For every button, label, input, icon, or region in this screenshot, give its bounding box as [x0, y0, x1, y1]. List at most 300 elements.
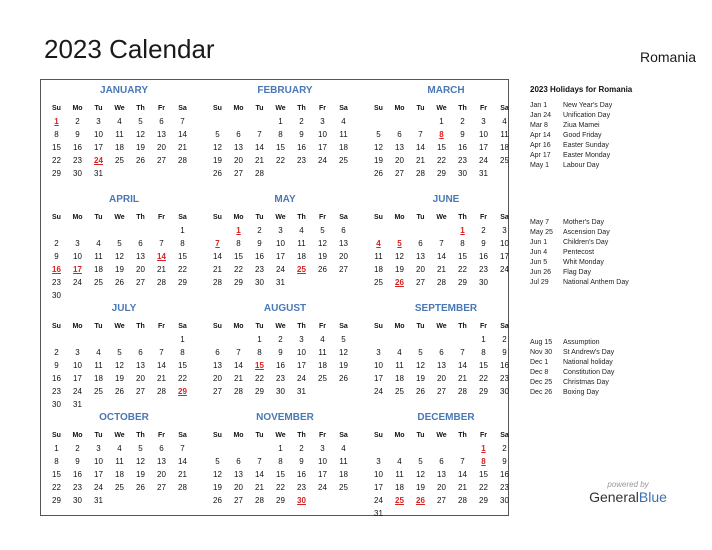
- day-cell: 14: [458, 361, 467, 370]
- day-cell: 22: [479, 483, 488, 492]
- month-name: NOVEMBER: [256, 412, 314, 423]
- day-cell: 30: [500, 496, 509, 505]
- weekday-header: Su: [374, 105, 383, 112]
- holiday-day-cell: 14: [157, 252, 166, 261]
- day-cell: 18: [500, 143, 509, 152]
- weekday-header: Th: [297, 323, 306, 330]
- day-cell: 27: [234, 496, 243, 505]
- weekday-header: Sa: [178, 323, 187, 330]
- day-cell: 6: [138, 239, 143, 248]
- day-cell: 29: [234, 278, 243, 287]
- day-cell: 11: [94, 361, 103, 370]
- calendar-grid: [40, 79, 509, 516]
- day-cell: 3: [481, 117, 486, 126]
- day-cell: 2: [460, 117, 465, 126]
- day-cell: 23: [297, 483, 306, 492]
- day-cell: 13: [157, 130, 166, 139]
- empty-day-cell: [368, 224, 389, 237]
- day-cell: 30: [52, 291, 61, 300]
- weekday-header: Mo: [233, 105, 244, 112]
- month-days-grid: [46, 320, 199, 411]
- month-name: MAY: [274, 194, 296, 205]
- day-cell: 18: [94, 265, 103, 274]
- day-cell: 19: [339, 361, 348, 370]
- weekday-header: Fr: [158, 105, 165, 112]
- holiday-row: [530, 131, 612, 141]
- day-cell: 26: [213, 496, 222, 505]
- day-cell: 24: [374, 496, 383, 505]
- day-cell: 15: [52, 143, 61, 152]
- day-cell: 25: [500, 156, 509, 165]
- day-cell: 6: [397, 130, 402, 139]
- day-cell: 10: [500, 239, 509, 248]
- day-cell: 18: [94, 374, 103, 383]
- holiday-date: May 25: [530, 229, 553, 236]
- day-cell: 14: [255, 470, 264, 479]
- holidays-title: 2023 Holidays for Romania: [530, 85, 633, 94]
- weekday-header: Fr: [319, 214, 326, 221]
- day-cell: 23: [500, 483, 509, 492]
- weekday-header: Th: [458, 432, 467, 439]
- day-cell: 22: [276, 483, 285, 492]
- weekday-header: Tu: [94, 432, 103, 439]
- month-name: APRIL: [109, 194, 139, 205]
- day-cell: 24: [500, 265, 509, 274]
- day-cell: 11: [500, 130, 509, 139]
- day-cell: 29: [479, 496, 488, 505]
- day-cell: 25: [115, 483, 124, 492]
- day-cell: 5: [418, 348, 423, 357]
- day-cell: 2: [299, 117, 304, 126]
- day-cell: 9: [54, 361, 59, 370]
- brand-general: General: [589, 489, 639, 505]
- day-cell: 28: [255, 169, 264, 178]
- empty-day-cell: [249, 442, 270, 455]
- day-cell: 28: [458, 387, 467, 396]
- weekday-header: Mo: [394, 432, 405, 439]
- day-cell: 23: [52, 278, 61, 287]
- month-name: OCTOBER: [99, 412, 149, 423]
- day-cell: 28: [178, 483, 187, 492]
- weekday-header: Sa: [178, 105, 187, 112]
- day-cell: 28: [178, 156, 187, 165]
- weekday-header: Sa: [339, 214, 348, 221]
- day-cell: 24: [318, 156, 327, 165]
- day-cell: 16: [458, 143, 467, 152]
- weekday-header: Su: [52, 214, 61, 221]
- holiday-day-cell: 26: [416, 496, 425, 505]
- day-cell: 11: [374, 252, 383, 261]
- day-cell: 22: [276, 156, 285, 165]
- day-cell: 28: [255, 496, 264, 505]
- day-cell: 23: [458, 156, 467, 165]
- day-cell: 4: [117, 117, 122, 126]
- weekday-header: Mo: [394, 105, 405, 112]
- day-cell: 23: [297, 156, 306, 165]
- day-cell: 21: [255, 483, 264, 492]
- day-cell: 3: [320, 444, 325, 453]
- empty-day-cell: [249, 115, 270, 128]
- holiday-day-cell: 8: [439, 130, 444, 139]
- month-days-grid: [207, 102, 360, 180]
- day-cell: 14: [437, 252, 446, 261]
- day-cell: 29: [178, 278, 187, 287]
- day-cell: 14: [213, 252, 222, 261]
- day-cell: 20: [136, 265, 145, 274]
- day-cell: 15: [234, 252, 243, 261]
- weekday-header: We: [436, 105, 447, 112]
- day-cell: 22: [178, 374, 187, 383]
- day-cell: 17: [276, 252, 285, 261]
- day-cell: 16: [52, 374, 61, 383]
- day-cell: 3: [96, 117, 101, 126]
- weekday-header: Su: [374, 432, 383, 439]
- holiday-day-cell: 25: [395, 496, 404, 505]
- day-cell: 9: [502, 457, 507, 466]
- holiday-name: Constitution Day: [563, 369, 615, 376]
- day-cell: 23: [479, 265, 488, 274]
- holiday-day-cell: 25: [297, 265, 306, 274]
- holiday-name: Children's Day: [563, 239, 609, 246]
- day-cell: 13: [395, 143, 404, 152]
- holiday-day-cell: 26: [395, 278, 404, 287]
- day-cell: 9: [460, 130, 465, 139]
- holiday-group: [530, 101, 612, 171]
- day-cell: 11: [115, 457, 124, 466]
- powered-by-text: powered by: [607, 480, 649, 489]
- day-cell: 7: [460, 457, 465, 466]
- empty-day-cell: [228, 333, 249, 346]
- holiday-name: Labour Day: [563, 162, 600, 169]
- holiday-date: Apr 16: [530, 142, 551, 149]
- day-cell: 2: [502, 444, 507, 453]
- day-cell: 6: [439, 457, 444, 466]
- day-cell: 6: [236, 130, 241, 139]
- month-name: JULY: [111, 303, 137, 314]
- day-cell: 17: [94, 143, 103, 152]
- holiday-day-cell: 1: [54, 117, 59, 126]
- day-cell: 24: [73, 278, 82, 287]
- day-cell: 24: [276, 265, 285, 274]
- day-cell: 14: [178, 457, 187, 466]
- day-cell: 20: [395, 156, 404, 165]
- day-cell: 17: [374, 483, 383, 492]
- day-cell: 8: [278, 130, 283, 139]
- day-cell: 16: [255, 252, 264, 261]
- weekday-header: Su: [52, 323, 61, 330]
- weekday-header: We: [275, 105, 286, 112]
- day-cell: 14: [458, 470, 467, 479]
- day-cell: 18: [318, 361, 327, 370]
- weekday-header: Th: [297, 432, 306, 439]
- holiday-date: Dec 1: [530, 359, 549, 366]
- day-cell: 9: [257, 239, 262, 248]
- holiday-date: Apr 17: [530, 152, 551, 159]
- weekday-header: Th: [136, 105, 145, 112]
- weekday-header: Th: [136, 432, 145, 439]
- day-cell: 23: [276, 374, 285, 383]
- holiday-row: [530, 111, 612, 121]
- day-cell: 19: [136, 143, 145, 152]
- day-cell: 21: [178, 143, 187, 152]
- day-cell: 5: [138, 444, 143, 453]
- empty-day-cell: [130, 333, 151, 346]
- holiday-name: Unification Day: [563, 112, 611, 119]
- weekday-header: Th: [297, 105, 306, 112]
- empty-day-cell: [431, 333, 452, 346]
- day-cell: 29: [479, 387, 488, 396]
- day-cell: 26: [213, 169, 222, 178]
- day-cell: 19: [115, 265, 124, 274]
- day-cell: 14: [255, 143, 264, 152]
- month-days-grid: [368, 429, 521, 520]
- day-cell: 7: [159, 239, 164, 248]
- holiday-group: [530, 218, 629, 288]
- day-cell: 4: [341, 117, 346, 126]
- day-cell: 15: [479, 470, 488, 479]
- day-cell: 29: [255, 387, 264, 396]
- day-cell: 16: [73, 143, 82, 152]
- day-cell: 24: [94, 483, 103, 492]
- day-cell: 17: [500, 252, 509, 261]
- weekday-header: Sa: [339, 432, 348, 439]
- holiday-name: Whit Monday: [563, 259, 604, 266]
- day-cell: 4: [320, 335, 325, 344]
- day-cell: 20: [416, 265, 425, 274]
- day-cell: 18: [115, 470, 124, 479]
- day-cell: 10: [276, 239, 285, 248]
- day-cell: 11: [395, 470, 404, 479]
- day-cell: 18: [374, 265, 383, 274]
- weekday-header: We: [436, 214, 447, 221]
- empty-day-cell: [389, 115, 410, 128]
- weekday-header: Mo: [233, 214, 244, 221]
- holiday-day-cell: 1: [236, 226, 241, 235]
- weekday-header: We: [275, 432, 286, 439]
- month-october: [49, 411, 199, 507]
- empty-day-cell: [151, 333, 172, 346]
- month-days-grid: [368, 102, 521, 180]
- weekday-header: Th: [458, 323, 467, 330]
- holiday-date: Aug 15: [530, 339, 553, 346]
- empty-day-cell: [109, 224, 130, 237]
- holiday-date: Jan 1: [530, 102, 548, 109]
- holiday-date: Dec 25: [530, 379, 553, 386]
- day-cell: 8: [460, 239, 465, 248]
- day-cell: 20: [213, 374, 222, 383]
- day-cell: 12: [213, 470, 222, 479]
- day-cell: 8: [54, 457, 59, 466]
- day-cell: 31: [276, 278, 285, 287]
- day-cell: 25: [339, 483, 348, 492]
- day-cell: 24: [297, 374, 306, 383]
- day-cell: 7: [180, 117, 185, 126]
- day-cell: 6: [159, 117, 164, 126]
- empty-day-cell: [389, 442, 410, 455]
- day-cell: 31: [479, 169, 488, 178]
- holiday-date: Jun 26: [530, 269, 552, 276]
- day-cell: 20: [437, 483, 446, 492]
- day-cell: 11: [339, 130, 348, 139]
- day-cell: 17: [94, 470, 103, 479]
- day-cell: 25: [94, 278, 103, 287]
- day-cell: 22: [234, 265, 243, 274]
- day-cell: 27: [416, 278, 425, 287]
- day-cell: 12: [339, 348, 348, 357]
- day-cell: 30: [52, 400, 61, 409]
- holiday-row: [530, 358, 614, 368]
- month-january: [49, 84, 199, 180]
- day-cell: 21: [458, 483, 467, 492]
- day-cell: 2: [75, 117, 80, 126]
- day-cell: 13: [213, 361, 222, 370]
- day-cell: 22: [52, 483, 61, 492]
- day-cell: 21: [416, 156, 425, 165]
- day-cell: 3: [278, 226, 283, 235]
- holiday-name: Ascension Day: [563, 229, 610, 236]
- day-cell: 21: [213, 265, 222, 274]
- weekday-header: Mo: [72, 105, 83, 112]
- day-cell: 8: [54, 130, 59, 139]
- holiday-name: New Year's Day: [563, 102, 613, 109]
- holiday-date: Jan 24: [530, 112, 552, 119]
- day-cell: 9: [502, 348, 507, 357]
- day-cell: 3: [75, 348, 80, 357]
- holiday-day-cell: 16: [52, 265, 61, 274]
- weekday-header: Sa: [178, 432, 187, 439]
- day-cell: 11: [395, 361, 404, 370]
- day-cell: 1: [54, 444, 59, 453]
- holiday-row: [530, 258, 629, 268]
- empty-day-cell: [410, 115, 431, 128]
- weekday-header: Fr: [319, 323, 326, 330]
- day-cell: 18: [395, 374, 404, 383]
- day-cell: 21: [234, 374, 243, 383]
- day-cell: 20: [339, 252, 348, 261]
- day-cell: 5: [418, 457, 423, 466]
- day-cell: 12: [213, 143, 222, 152]
- weekday-header: Sa: [339, 323, 348, 330]
- day-cell: 2: [75, 444, 80, 453]
- brand-logo: [583, 480, 673, 505]
- day-cell: 23: [500, 374, 509, 383]
- empty-day-cell: [368, 115, 389, 128]
- day-cell: 23: [73, 483, 82, 492]
- day-cell: 28: [437, 278, 446, 287]
- day-cell: 12: [136, 457, 145, 466]
- day-cell: 19: [115, 374, 124, 383]
- weekday-header: Tu: [416, 214, 425, 221]
- empty-day-cell: [368, 333, 389, 346]
- day-cell: 4: [397, 457, 402, 466]
- day-cell: 14: [157, 361, 166, 370]
- day-cell: 14: [416, 143, 425, 152]
- month-november: [210, 411, 360, 507]
- day-cell: 26: [136, 156, 145, 165]
- day-cell: 27: [136, 278, 145, 287]
- empty-day-cell: [67, 333, 88, 346]
- month-days-grid: [46, 102, 199, 180]
- day-cell: 19: [213, 483, 222, 492]
- day-cell: 4: [502, 117, 507, 126]
- day-cell: 23: [73, 156, 82, 165]
- day-cell: 2: [54, 239, 59, 248]
- day-cell: 6: [215, 348, 220, 357]
- day-cell: 25: [395, 387, 404, 396]
- weekday-header: We: [275, 214, 286, 221]
- month-name: SEPTEMBER: [414, 303, 478, 314]
- holiday-row: [530, 368, 614, 378]
- weekday-header: Mo: [394, 323, 405, 330]
- empty-day-cell: [410, 333, 431, 346]
- month-february: [210, 84, 360, 180]
- weekday-header: Fr: [158, 214, 165, 221]
- weekday-header: Mo: [72, 214, 83, 221]
- weekday-header: Tu: [416, 432, 425, 439]
- day-cell: 10: [479, 130, 488, 139]
- day-cell: 25: [115, 156, 124, 165]
- day-cell: 9: [481, 239, 486, 248]
- weekday-header: Su: [213, 214, 222, 221]
- day-cell: 19: [374, 156, 383, 165]
- day-cell: 13: [136, 252, 145, 261]
- day-cell: 26: [115, 387, 124, 396]
- day-cell: 16: [297, 470, 306, 479]
- day-cell: 22: [52, 156, 61, 165]
- day-cell: 27: [234, 169, 243, 178]
- day-cell: 7: [180, 444, 185, 453]
- day-cell: 22: [437, 156, 446, 165]
- weekday-header: Tu: [255, 432, 264, 439]
- day-cell: 15: [479, 361, 488, 370]
- day-cell: 7: [418, 130, 423, 139]
- day-cell: 15: [276, 470, 285, 479]
- day-cell: 6: [418, 239, 423, 248]
- day-cell: 11: [115, 130, 124, 139]
- day-cell: 17: [297, 361, 306, 370]
- day-cell: 27: [437, 387, 446, 396]
- day-cell: 3: [502, 226, 507, 235]
- day-cell: 5: [376, 130, 381, 139]
- holiday-row: [530, 248, 629, 258]
- day-cell: 29: [52, 169, 61, 178]
- month-name: FEBRUARY: [257, 85, 313, 96]
- day-cell: 26: [416, 387, 425, 396]
- holiday-date: Jun 1: [530, 239, 548, 246]
- holiday-row: [530, 378, 614, 388]
- day-cell: 5: [341, 335, 346, 344]
- weekday-header: Tu: [416, 323, 425, 330]
- day-cell: 13: [136, 361, 145, 370]
- day-cell: 7: [257, 130, 262, 139]
- weekday-header: Mo: [233, 323, 244, 330]
- weekday-header: Fr: [480, 432, 487, 439]
- day-cell: 16: [73, 470, 82, 479]
- day-cell: 31: [374, 509, 383, 518]
- weekday-header: Th: [458, 214, 467, 221]
- day-cell: 29: [52, 496, 61, 505]
- day-cell: 6: [138, 348, 143, 357]
- day-cell: 5: [117, 348, 122, 357]
- day-cell: 31: [297, 387, 306, 396]
- day-cell: 13: [339, 239, 348, 248]
- day-cell: 18: [297, 252, 306, 261]
- weekday-header: Th: [136, 323, 145, 330]
- day-cell: 7: [159, 348, 164, 357]
- month-december: [371, 411, 521, 520]
- day-cell: 1: [257, 335, 262, 344]
- day-cell: 30: [500, 387, 509, 396]
